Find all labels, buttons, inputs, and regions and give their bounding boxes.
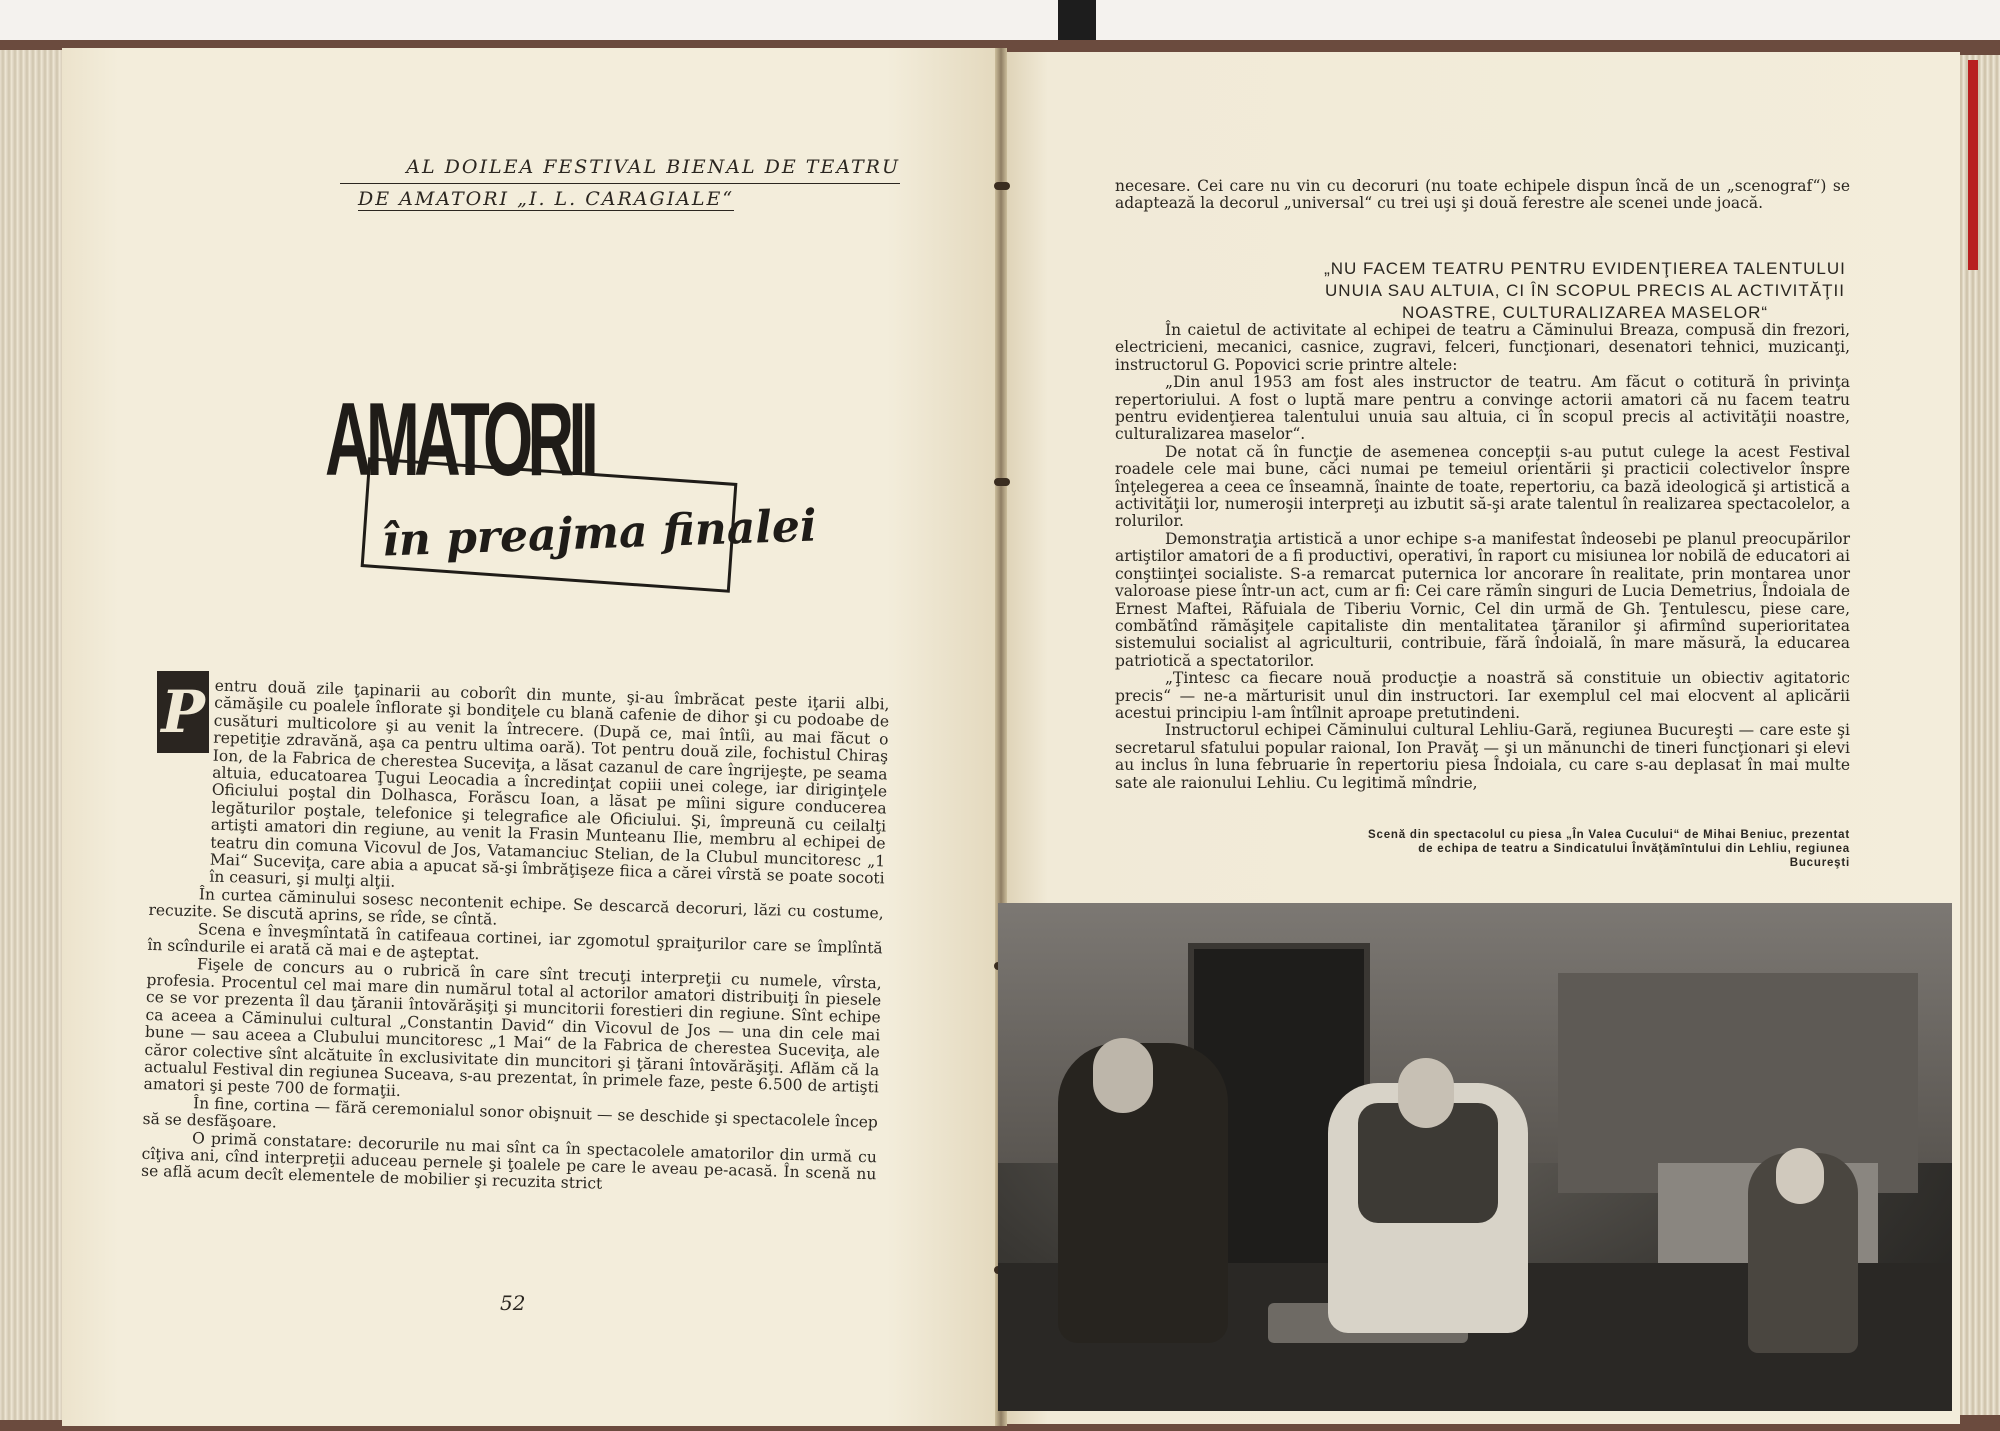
paragraph: În caietul de activitate al echipei de teatru a Căminului Breaza, compusă din frezori, electricieni, mecanici, casnice, zugravi, felceri, funcţionari, desenatori tehnici, muzicanţi, instructorul G. Popovici scrie printre altele: [1115, 321, 1850, 374]
page-number: 52 [500, 1291, 526, 1315]
festival-heading-line2: DE AMATORI „I. L. CARAGIALE“ [358, 188, 735, 210]
paragraph: necesare. Cei care nu vin cu decoruri (nu toate echipele dispun încă de un „scenograf“) se adaptează la decorul „universal“ cu trei uşi şi două ferestre ale scenei unde joacă. [1115, 177, 1850, 213]
stage-photo [998, 903, 1952, 1411]
photo-backdrop [1558, 973, 1918, 1193]
right-article-body [1115, 322, 1850, 792]
photo-actress-right-head [1776, 1148, 1824, 1204]
paragraph: De notat că în funcţie de asemenea concepţii s-au putut culege la acest Festival roadele cele mai bune, căci numai pe temeiul orientării şi practicii colectivelor înspre înţelegerea a ceea ce înseamnă, înainte de toate, repertoriu, ca bază ideologică şi artistică a activităţii lor, numeroşii interpreţi au izbutit să-şi arate talentul în realizarea spectacolelor, a rolurilor. [1115, 442, 1850, 531]
photo-actor-center-head [1398, 1058, 1454, 1128]
scanner-background [0, 0, 2000, 40]
photo-actor-left-head [1093, 1038, 1153, 1113]
paragraph: Demonstraţia artistică a unor echipe s-a manifestat îndeosebi pe planul preocupărilor artiştilor amatori de a fi productivi, operativi, în raport cu misiunea lor nobilă de educatori ai conştiinţei socialiste. S-a remarcat puternica lor ancorare în realitate, prin montarea unor valoroase piese într-un act, cum ar fi: Cei care rămîn singuri de Lucia Demetrius, Îndoiala de Ernest Maftei, Răfuiala de Tiberiu Vornic, Cel din urmă de Gh. Ţentulescu, piese care, combătînd rămăşiţele capitaliste din mentalitatea ţăranilor şi afirmînd superioritatea sistemului socialist al agriculturii, contribuie, fără îndoială, în mare măsură, la educarea patriotică a spectatorilor. [1115, 529, 1850, 670]
paragraph: „Din anul 1953 am fost ales instructor de teatru. Am făcut o cotitură în privinţa repertoriului. A fost o luptă mare pentru a convinge actorii amatori că nu facem teatru pentru evidenţierea talentului unuia sau altuia, ci în scopul precis al activităţii noastre, culturalizarea maselor“. [1115, 373, 1850, 444]
binding-stitch [994, 478, 1010, 486]
dark-marker [1058, 0, 1096, 40]
paragraph: Fişele de concurs au o rubrică în care sînt trecuţi interpreţii cu numele, vîrsta, profesia. Procentul cel mai mare din numărul total al actorilor amatori distribuiţi în piesele ce se vor prezenta îl dau ţăranii întovărăşiţi şi muncitorii forestieri din regiune. Sînt echipe ca aceea a Căminului cultural „Constantin David“ din Vicovul de Jos — una din cele mai bune — sau aceea a Clubului muncitoresc „1 Mai“ de la Fabrica de cherestea Suceviţa, ale căror colective sînt alcătuite în exclusivitate din muncitori şi ţărani întovărăşiţi. Aflăm că la actualul Festival din regiunea Suceava, s-au prezentat, în primele faze, peste 6.500 de artişti amatori şi peste 700 de formaţii. [143, 954, 882, 1101]
right-article-intro [1115, 178, 1850, 213]
binding-stitch [994, 182, 1010, 190]
festival-heading [340, 152, 900, 214]
right-page-edges [1958, 55, 2000, 1415]
red-bookmark [1968, 60, 1978, 270]
left-article-body [141, 676, 890, 1201]
section-subheading: „NU FACEM TEATRU PENTRU EVIDENŢIEREA TALENTULUI UNUIA SAU ALTUIA, CI ÎN SCOPUL PRECIS AL ACTIVITĂŢII NOASTRE, CULTURALIZAREA MASELOR“ [1324, 259, 1846, 322]
paragraph: Scena e înveşmîntată în catifeaua cortinei, iar zgomotul şpraiţurilor care se împlîntă în scîndurile ei arată că mai e de aşteptat. [147, 919, 883, 964]
drop-cap: P [157, 671, 209, 753]
article-subtitle: în preajma finalei [381, 500, 818, 567]
paragraph: O primă constatare: decorurile nu mai sînt ca în spectacolele amatorilor din urmă cu cîţiva ani, cînd interpreţii aduceau pernele şi ţoalele pe care le aveau pe-acasă. În scenă nu se află acum decît elementele de mobilier şi recuzita strict [140, 1128, 878, 1194]
paragraph: Instructorul echipei Căminului cultural Lehliu-Gară, regiunea Bucureşti — care este şi secretarul sfatului popular raional, Ion Pravăţ — şi un mănunchi de tineri funcţionari şi elevi au inclus în luna februarie în repertoriu piesa Îndoiala, cu care s-au deplasat în mai multe sate ale raionului Lehliu. Cu legitimă mîndrie, [1115, 721, 1850, 792]
article-title: AMATORII [325, 382, 594, 498]
paragraph: „Ţintesc ca fiecare nouă producţie a noastră să constituie un obiectiv agitatoric precis“ — ne-a mărturisit unul din instructori. Iar exemplul cel mai elocvent al aplicării acestui principiu l-am întîlnit aproape pretutindeni. [1115, 669, 1850, 722]
festival-heading-line1: AL DOILEA FESTIVAL BIENAL DE TEATRU [340, 152, 900, 184]
paragraph: În fine, cortina — fără ceremonialul sonor obişnuit — se deschide şi spectacolele încep să se desfăşoare. [142, 1093, 879, 1132]
paragraph: În curtea căminului sosesc necontenit echipe. Se descarcă decoruri, lăzi cu costume, recuzite. Se discută aprins, se rîde, se cîntă. [148, 885, 884, 929]
paragraph: entru două zile ţapinarii au coborît din munte, şi-au îmbrăcat peste iţarii albi, cămăşile cu poalele înflorate şi bondiţele cu blană cafenie de dihor şi cu podoabe de cusături multicolore şi au venit la întrecere. (După ce, mai întîi, au mai făcut o repetiţie zdravănă, aşa ca pentru ultima oară). Tot pentru două zile, fochistul Chiraş Ion, de la Fabrica de cherestea Suceviţa, a lăsat cazanul de care îngrijeşte, pe seama altuia, educatoarea Ţugui Leocadia a încredinţat copiii unei colege, iar diriginţele Oficiului poştal din Dolhasca, Forăscu Ioan, a lăsat pe mîini sigure conducerea legăturilor poştale, telefonice şi telegrafice ale Oficiului. Şi, împreună cu ceilalţi artişti amatori din regiune, au venit la Frasin Munteanu Ilie, membru al echipei de teatru din comuna Vicovul de Jos, Vatamanciuc Stelian, de la Clubul muncitoresc „1 Mai“ Suceviţa, care abia a apucat să-şi îmbrăţişeze fiica a cărei vîrstă se poate socoti în ceasuri, şi mulţi alţii. [209, 676, 890, 892]
photo-caption: Scenă din spectacolul cu piesa „În Valea Cucului“ de Mihai Beniuc, prezentat de echipa de teatru a Sindicatului Învăţămîntului din Lehliu, regiunea Bucureşti [1368, 829, 1850, 869]
left-page-edges [0, 50, 62, 1420]
